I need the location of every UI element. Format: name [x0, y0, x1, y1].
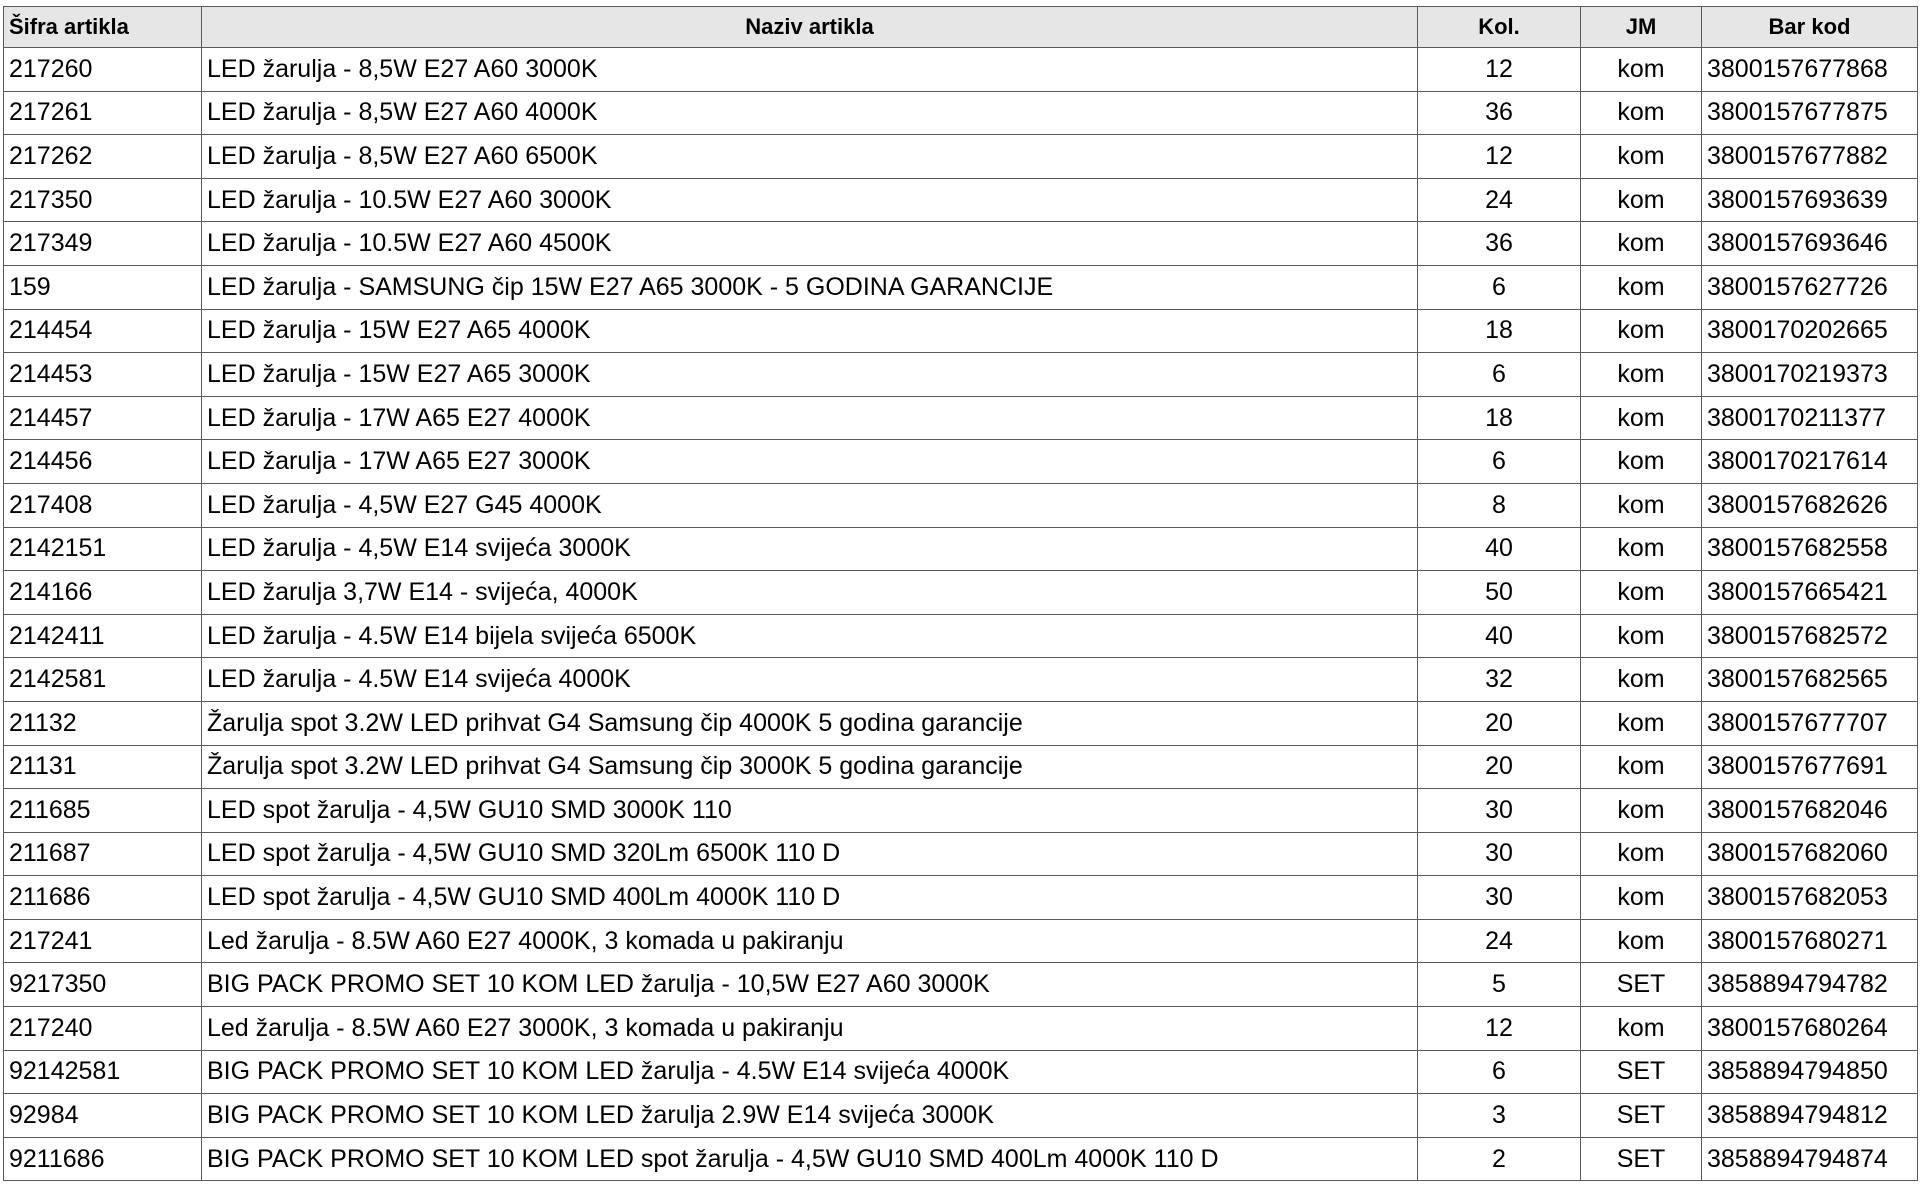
cell-jedinica-mjere: kom	[1581, 222, 1702, 266]
cell-sifra-artikla: 21131	[4, 745, 202, 789]
cell-jedinica-mjere: SET	[1581, 963, 1702, 1007]
cell-sifra-artikla: 214456	[4, 440, 202, 484]
cell-bar-kod: 3800170217614	[1702, 440, 1918, 484]
cell-sifra-artikla: 2142411	[4, 614, 202, 658]
cell-naziv-artikla: Žarulja spot 3.2W LED prihvat G4 Samsung čip 3000K 5 godina garancije	[202, 745, 1418, 789]
cell-jedinica-mjere: kom	[1581, 135, 1702, 179]
cell-kolicina: 20	[1418, 701, 1581, 745]
cell-sifra-artikla: 214454	[4, 309, 202, 353]
cell-bar-kod: 3800157677707	[1702, 701, 1918, 745]
cell-naziv-artikla: BIG PACK PROMO SET 10 KOM LED žarulja 2.9W E14 svijeća 3000K	[202, 1094, 1418, 1138]
cell-sifra-artikla: 217408	[4, 483, 202, 527]
cell-jedinica-mjere: kom	[1581, 483, 1702, 527]
cell-kolicina: 12	[1418, 135, 1581, 179]
cell-sifra-artikla: 211686	[4, 876, 202, 920]
cell-sifra-artikla: 217240	[4, 1007, 202, 1051]
cell-naziv-artikla: LED žarulja - 10.5W E27 A60 4500K	[202, 222, 1418, 266]
cell-kolicina: 30	[1418, 789, 1581, 833]
cell-jedinica-mjere: SET	[1581, 1050, 1702, 1094]
cell-bar-kod: 3858894794850	[1702, 1050, 1918, 1094]
cell-kolicina: 40	[1418, 614, 1581, 658]
table-row	[4, 658, 1918, 702]
table-row	[4, 614, 1918, 658]
cell-sifra-artikla: 92984	[4, 1094, 202, 1138]
cell-jedinica-mjere: kom	[1581, 1007, 1702, 1051]
header-kolicina: Kol.	[1418, 7, 1581, 48]
cell-bar-kod: 3800157682572	[1702, 614, 1918, 658]
table-row	[4, 353, 1918, 397]
cell-sifra-artikla: 217262	[4, 135, 202, 179]
cell-naziv-artikla: LED žarulja - 15W E27 A65 4000K	[202, 309, 1418, 353]
table-row	[4, 876, 1918, 920]
table-row	[4, 265, 1918, 309]
cell-bar-kod: 3800157677691	[1702, 745, 1918, 789]
cell-kolicina: 40	[1418, 527, 1581, 571]
cell-sifra-artikla: 217349	[4, 222, 202, 266]
cell-bar-kod: 3800157680271	[1702, 919, 1918, 963]
cell-kolicina: 50	[1418, 571, 1581, 615]
table-row	[4, 701, 1918, 745]
cell-bar-kod: 3858894794782	[1702, 963, 1918, 1007]
header-row	[4, 7, 1918, 48]
cell-jedinica-mjere: kom	[1581, 440, 1702, 484]
table-row	[4, 309, 1918, 353]
cell-jedinica-mjere: kom	[1581, 701, 1702, 745]
cell-jedinica-mjere: kom	[1581, 309, 1702, 353]
cell-naziv-artikla: BIG PACK PROMO SET 10 KOM LED žarulja - 4.5W E14 svijeća 4000K	[202, 1050, 1418, 1094]
header-sifra-artikla: Šifra artikla	[4, 7, 202, 48]
cell-kolicina: 32	[1418, 658, 1581, 702]
cell-sifra-artikla: 211687	[4, 832, 202, 876]
table-row	[4, 483, 1918, 527]
cell-sifra-artikla: 2142581	[4, 658, 202, 702]
cell-bar-kod: 3800157693639	[1702, 178, 1918, 222]
cell-jedinica-mjere: kom	[1581, 919, 1702, 963]
cell-jedinica-mjere: kom	[1581, 832, 1702, 876]
cell-jedinica-mjere: kom	[1581, 178, 1702, 222]
cell-jedinica-mjere: kom	[1581, 265, 1702, 309]
cell-naziv-artikla: LED žarulja - 8,5W E27 A60 3000K	[202, 48, 1418, 92]
cell-naziv-artikla: Led žarulja - 8.5W A60 E27 3000K, 3 komada u pakiranju	[202, 1007, 1418, 1051]
cell-sifra-artikla: 217260	[4, 48, 202, 92]
cell-naziv-artikla: LED spot žarulja - 4,5W GU10 SMD 3000K 110	[202, 789, 1418, 833]
cell-naziv-artikla: LED žarulja - 8,5W E27 A60 4000K	[202, 91, 1418, 135]
cell-sifra-artikla: 217241	[4, 919, 202, 963]
table-row	[4, 571, 1918, 615]
cell-naziv-artikla: BIG PACK PROMO SET 10 KOM LED žarulja - 10,5W E27 A60 3000K	[202, 963, 1418, 1007]
cell-bar-kod: 3800157682626	[1702, 483, 1918, 527]
table-row	[4, 48, 1918, 92]
cell-bar-kod: 3800157680264	[1702, 1007, 1918, 1051]
cell-kolicina: 18	[1418, 309, 1581, 353]
cell-kolicina: 6	[1418, 440, 1581, 484]
cell-jedinica-mjere: kom	[1581, 789, 1702, 833]
cell-bar-kod: 3800157682046	[1702, 789, 1918, 833]
cell-bar-kod: 3800157682060	[1702, 832, 1918, 876]
cell-sifra-artikla: 21132	[4, 701, 202, 745]
cell-naziv-artikla: LED spot žarulja - 4,5W GU10 SMD 320Lm 6500K 110 D	[202, 832, 1418, 876]
table-row	[4, 178, 1918, 222]
cell-bar-kod: 3800170211377	[1702, 396, 1918, 440]
cell-naziv-artikla: LED žarulja - 15W E27 A65 3000K	[202, 353, 1418, 397]
cell-kolicina: 30	[1418, 832, 1581, 876]
table-row	[4, 1137, 1918, 1181]
cell-naziv-artikla: LED žarulja - SAMSUNG čip 15W E27 A65 3000K - 5 GODINA GARANCIJE	[202, 265, 1418, 309]
cell-kolicina: 6	[1418, 1050, 1581, 1094]
cell-bar-kod: 3858894794874	[1702, 1137, 1918, 1181]
table-row	[4, 745, 1918, 789]
cell-bar-kod: 3858894794812	[1702, 1094, 1918, 1138]
cell-jedinica-mjere: kom	[1581, 614, 1702, 658]
table-row	[4, 1094, 1918, 1138]
cell-jedinica-mjere: kom	[1581, 91, 1702, 135]
cell-jedinica-mjere: kom	[1581, 571, 1702, 615]
cell-jedinica-mjere: kom	[1581, 876, 1702, 920]
cell-kolicina: 6	[1418, 353, 1581, 397]
cell-sifra-artikla: 214166	[4, 571, 202, 615]
cell-bar-kod: 3800157682053	[1702, 876, 1918, 920]
table-row	[4, 1007, 1918, 1051]
cell-kolicina: 24	[1418, 919, 1581, 963]
table-row	[4, 222, 1918, 266]
cell-sifra-artikla: 92142581	[4, 1050, 202, 1094]
cell-kolicina: 36	[1418, 91, 1581, 135]
cell-kolicina: 12	[1418, 48, 1581, 92]
cell-sifra-artikla: 214457	[4, 396, 202, 440]
cell-sifra-artikla: 214453	[4, 353, 202, 397]
cell-sifra-artikla: 217261	[4, 91, 202, 135]
cell-kolicina: 6	[1418, 265, 1581, 309]
cell-naziv-artikla: LED žarulja 3,7W E14 - svijeća, 4000K	[202, 571, 1418, 615]
cell-bar-kod: 3800157627726	[1702, 265, 1918, 309]
cell-bar-kod: 3800157682565	[1702, 658, 1918, 702]
cell-kolicina: 20	[1418, 745, 1581, 789]
table-row	[4, 396, 1918, 440]
table-row	[4, 963, 1918, 1007]
cell-bar-kod: 3800157693646	[1702, 222, 1918, 266]
cell-naziv-artikla: Žarulja spot 3.2W LED prihvat G4 Samsung čip 4000K 5 godina garancije	[202, 701, 1418, 745]
cell-jedinica-mjere: SET	[1581, 1094, 1702, 1138]
cell-naziv-artikla: LED spot žarulja - 4,5W GU10 SMD 400Lm 4000K 110 D	[202, 876, 1418, 920]
cell-naziv-artikla: LED žarulja - 4.5W E14 svijeća 4000K	[202, 658, 1418, 702]
cell-kolicina: 5	[1418, 963, 1581, 1007]
cell-kolicina: 2	[1418, 1137, 1581, 1181]
table-row	[4, 1050, 1918, 1094]
cell-kolicina: 8	[1418, 483, 1581, 527]
cell-bar-kod: 3800157682558	[1702, 527, 1918, 571]
table-row	[4, 919, 1918, 963]
cell-sifra-artikla: 9211686	[4, 1137, 202, 1181]
cell-naziv-artikla: LED žarulja - 10.5W E27 A60 3000K	[202, 178, 1418, 222]
cell-bar-kod: 3800170219373	[1702, 353, 1918, 397]
cell-naziv-artikla: LED žarulja - 8,5W E27 A60 6500K	[202, 135, 1418, 179]
cell-naziv-artikla: LED žarulja - 4,5W E27 G45 4000K	[202, 483, 1418, 527]
cell-naziv-artikla: LED žarulja - 17W A65 E27 3000K	[202, 440, 1418, 484]
cell-naziv-artikla: Led žarulja - 8.5W A60 E27 4000K, 3 komada u pakiranju	[202, 919, 1418, 963]
cell-jedinica-mjere: kom	[1581, 396, 1702, 440]
cell-bar-kod: 3800170202665	[1702, 309, 1918, 353]
table-row	[4, 789, 1918, 833]
cell-kolicina: 3	[1418, 1094, 1581, 1138]
header-bar-kod: Bar kod	[1702, 7, 1918, 48]
cell-sifra-artikla: 9217350	[4, 963, 202, 1007]
cell-kolicina: 36	[1418, 222, 1581, 266]
cell-bar-kod: 3800157677882	[1702, 135, 1918, 179]
cell-jedinica-mjere: kom	[1581, 527, 1702, 571]
cell-sifra-artikla: 211685	[4, 789, 202, 833]
cell-sifra-artikla: 217350	[4, 178, 202, 222]
cell-jedinica-mjere: kom	[1581, 658, 1702, 702]
table-row	[4, 135, 1918, 179]
cell-naziv-artikla: BIG PACK PROMO SET 10 KOM LED spot žarulja - 4,5W GU10 SMD 400Lm 4000K 110 D	[202, 1137, 1418, 1181]
table-row	[4, 440, 1918, 484]
table-row	[4, 832, 1918, 876]
cell-jedinica-mjere: SET	[1581, 1137, 1702, 1181]
cell-sifra-artikla: 159	[4, 265, 202, 309]
cell-sifra-artikla: 2142151	[4, 527, 202, 571]
header-jedinica-mjere: JM	[1581, 7, 1702, 48]
cell-bar-kod: 3800157677875	[1702, 91, 1918, 135]
cell-kolicina: 18	[1418, 396, 1581, 440]
cell-jedinica-mjere: kom	[1581, 353, 1702, 397]
cell-kolicina: 12	[1418, 1007, 1581, 1051]
cell-naziv-artikla: LED žarulja - 4,5W E14 svijeća 3000K	[202, 527, 1418, 571]
cell-naziv-artikla: LED žarulja - 17W A65 E27 4000K	[202, 396, 1418, 440]
table-row	[4, 527, 1918, 571]
cell-bar-kod: 3800157665421	[1702, 571, 1918, 615]
cell-kolicina: 24	[1418, 178, 1581, 222]
cell-jedinica-mjere: kom	[1581, 745, 1702, 789]
cell-naziv-artikla: LED žarulja - 4.5W E14 bijela svijeća 6500K	[202, 614, 1418, 658]
cell-kolicina: 30	[1418, 876, 1581, 920]
cell-bar-kod: 3800157677868	[1702, 48, 1918, 92]
header-naziv-artikla: Naziv artikla	[202, 7, 1418, 48]
table-body	[4, 48, 1918, 1181]
table-row	[4, 91, 1918, 135]
articles-table	[3, 6, 1918, 1181]
cell-jedinica-mjere: kom	[1581, 48, 1702, 92]
